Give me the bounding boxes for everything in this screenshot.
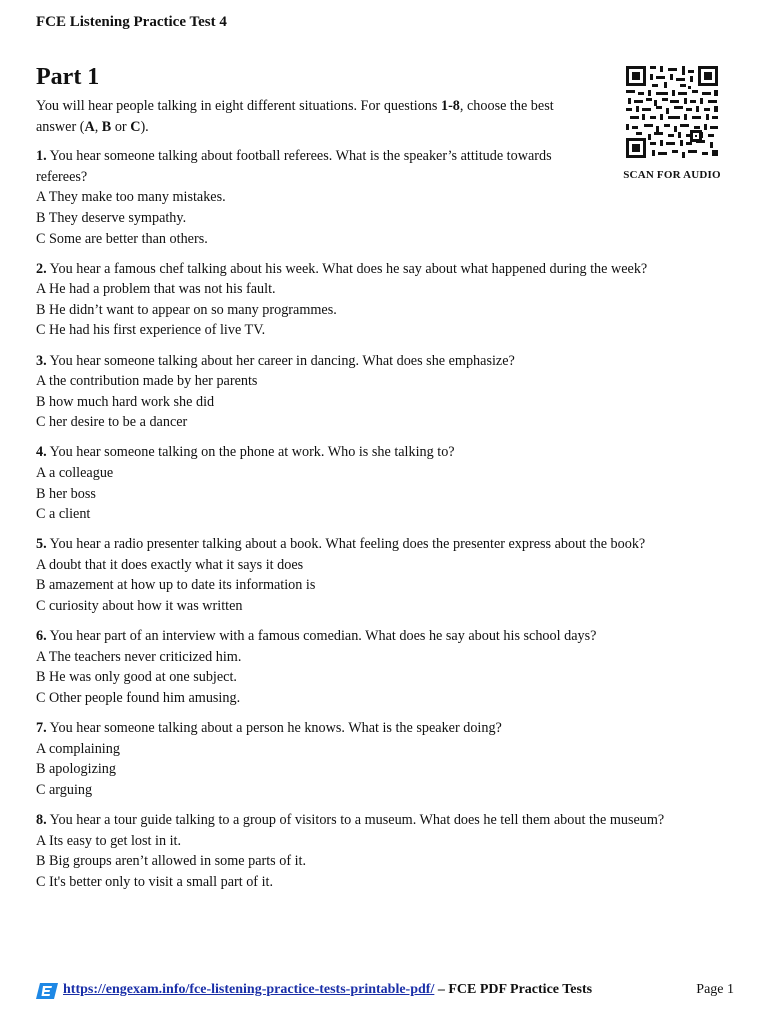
option-a: A Its easy to get lost in it.: [36, 832, 182, 849]
question-number: 1.: [36, 148, 47, 165]
instructions-text: or: [111, 118, 131, 135]
question-2: [36, 259, 726, 341]
option-c: C Some are better than others.: [36, 230, 208, 247]
footer-link[interactable]: https://engexam.info/fce-listening-practice-tests-printable-pdf/: [63, 982, 435, 997]
footer-link-line: [63, 982, 592, 998]
option-c: C her desire to be a dancer: [36, 414, 188, 431]
question-stem: [36, 146, 596, 187]
footer-suffix: – FCE PDF Practice Tests: [434, 982, 593, 997]
question-text: You hear a radio presenter talking about a book. What feeling does the presenter express about the book?: [46, 536, 646, 553]
instructions-text: You will hear people talking in eight different situations. For questions: [36, 98, 441, 114]
question-text: You hear a tour guide talking to a group of visitors to a museum. What does he tell them about the museum?: [46, 811, 665, 828]
option-b: B He was only good at one subject.: [36, 669, 237, 686]
question-stem: [36, 534, 726, 555]
qr-caption: SCAN FOR AUDIO: [623, 169, 721, 181]
page-footer: [36, 982, 734, 1002]
instructions-text: , choose the best answer (: [36, 98, 554, 135]
option-a: A The teachers never criticized him.: [36, 648, 242, 665]
question-stem: [36, 718, 726, 739]
option-b: B They deserve sympathy.: [36, 209, 187, 226]
option-c: C arguing: [36, 781, 93, 798]
option-c: C It's better only to visit a small part of it.: [36, 873, 274, 890]
answer-letter-a: A: [84, 118, 95, 135]
question-8: [36, 810, 726, 892]
instructions-text: ).: [140, 118, 149, 135]
question-1: [36, 146, 726, 249]
question-6: [36, 626, 726, 708]
option-a: A They make too many mistakes.: [36, 189, 226, 206]
option-b: B He didn’t want to appear on so many programmes.: [36, 301, 337, 318]
question-7: [36, 718, 726, 800]
option-a: A complaining: [36, 740, 120, 757]
option-b: B amazement at how up to date its information is: [36, 577, 316, 594]
instructions: [36, 96, 596, 137]
option-c: C He had his first experience of live TV.: [36, 322, 266, 339]
option-c: C a client: [36, 506, 91, 523]
page-number: Page 1: [696, 982, 734, 997]
questions-section: [36, 96, 726, 902]
question-number: 7.: [36, 720, 47, 737]
answer-letter-b: B: [101, 118, 112, 135]
question-text: You hear a famous chef talking about his week. What does he say about what happened during the week?: [46, 260, 648, 277]
question-stem: [36, 626, 726, 647]
option-a: A He had a problem that was not his fault.: [36, 281, 276, 298]
question-number: 2.: [36, 260, 47, 277]
question-number: 8.: [36, 811, 47, 828]
question-text: You hear someone talking about football referees. What is the speaker’s attitude towards referees?: [36, 148, 552, 185]
question-stem: [36, 351, 726, 372]
instructions-text: ,: [94, 118, 102, 135]
document-header: FCE Listening Practice Test 4: [36, 14, 227, 30]
question-text: You hear someone talking about a person he knows. What is the speaker doing?: [46, 720, 502, 737]
option-b: B how much hard work she did: [36, 393, 215, 410]
question-stem: [36, 259, 726, 280]
question-range: 1-8: [440, 98, 460, 114]
question-number: 4.: [36, 444, 47, 461]
answer-letter-c: C: [130, 118, 141, 135]
question-text: You hear part of an interview with a famous comedian. What does he say about his school days?: [46, 628, 597, 645]
option-b: B her boss: [36, 485, 96, 502]
question-number: 6.: [36, 628, 47, 645]
option-c: C curiosity about how it was written: [36, 598, 243, 615]
question-stem: [36, 442, 726, 463]
option-b: B apologizing: [36, 761, 116, 778]
part-title: Part 1: [36, 64, 100, 90]
option-a: A a colleague: [36, 465, 114, 481]
question-4: [36, 442, 726, 524]
question-5: [36, 534, 726, 616]
question-stem: [36, 810, 726, 831]
option-c: C Other people found him amusing.: [36, 689, 241, 706]
question-text: You hear someone talking about her career in dancing. What does she emphasize?: [46, 352, 515, 369]
option-b: B Big groups aren’t allowed in some parts of it.: [36, 853, 307, 870]
option-a: A doubt that it does exactly what it says it does: [36, 556, 304, 573]
question-3: [36, 351, 726, 433]
option-a: A the contribution made by her parents: [36, 373, 258, 390]
question-text: You hear someone talking on the phone at work. Who is she talking to?: [46, 444, 455, 461]
question-number: 5.: [36, 536, 47, 553]
question-number: 3.: [36, 352, 47, 369]
engexam-logo-icon: [36, 983, 58, 1004]
